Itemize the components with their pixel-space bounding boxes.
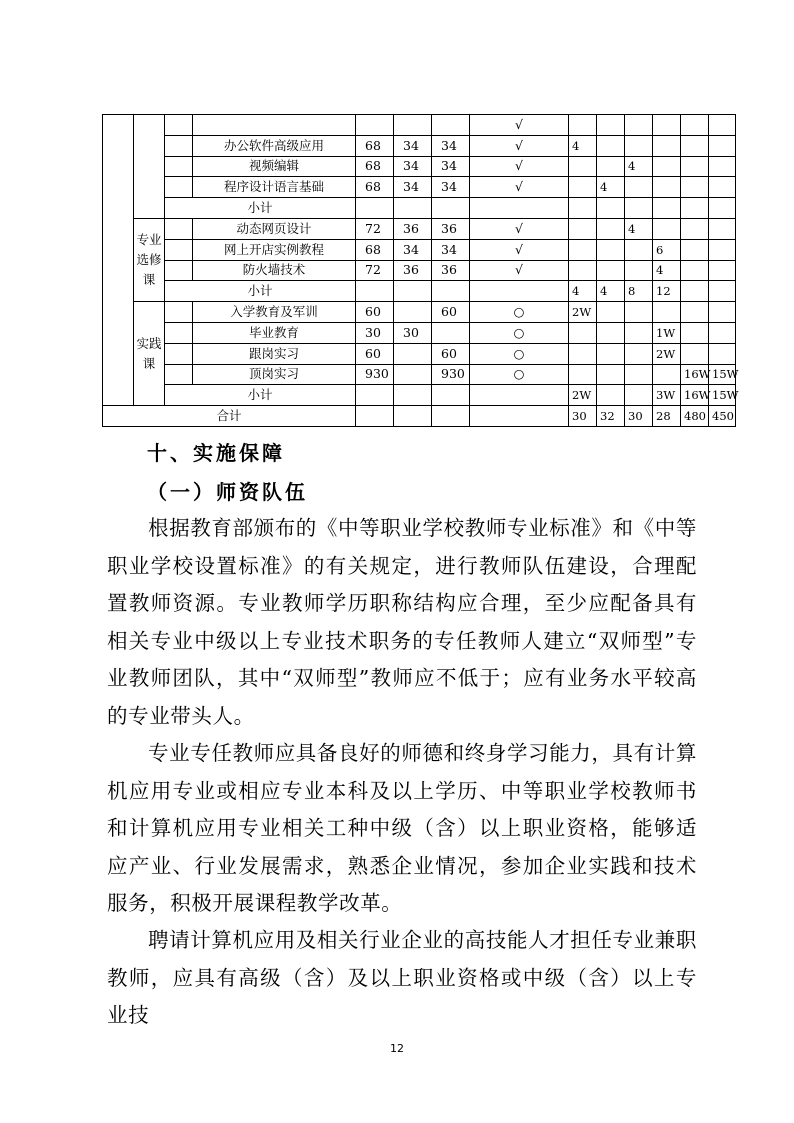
semester-6 — [709, 198, 736, 219]
table-row — [103, 156, 736, 177]
semester-2 — [597, 218, 625, 239]
theory-hours — [394, 198, 432, 219]
practice-hours — [432, 406, 470, 427]
theory-hours: 36 — [394, 260, 432, 281]
assessment-mark: √ — [470, 135, 569, 156]
semester-4: 2W — [653, 343, 681, 364]
course-name — [193, 115, 356, 136]
semester-1 — [569, 156, 597, 177]
assessment-mark — [470, 406, 569, 427]
semester-1: 30 — [569, 406, 597, 427]
blank-cell — [165, 322, 193, 343]
semester-1 — [569, 115, 597, 136]
assessment-mark: √ — [470, 239, 569, 260]
practice-hours: 34 — [432, 177, 470, 198]
semester-3: 4 — [625, 218, 653, 239]
blank-cell — [165, 343, 193, 364]
semester-4: 4 — [653, 260, 681, 281]
total-hours — [356, 115, 394, 136]
semester-3 — [625, 302, 653, 323]
blank-cell — [165, 302, 193, 323]
semester-3 — [625, 322, 653, 343]
semester-6 — [709, 260, 736, 281]
semester-2 — [597, 302, 625, 323]
total-hours: 930 — [356, 364, 394, 385]
practice-hours: 34 — [432, 156, 470, 177]
blank-cell — [165, 135, 193, 156]
theory-hours — [394, 406, 432, 427]
semester-6: 15W — [709, 385, 736, 406]
semester-6 — [709, 177, 736, 198]
course-name: 顶岗实习 — [193, 364, 356, 385]
assessment-mark — [470, 281, 569, 302]
semester-4 — [653, 115, 681, 136]
theory-hours: 36 — [394, 218, 432, 239]
semester-5 — [681, 343, 709, 364]
semester-3 — [625, 364, 653, 385]
semester-4 — [653, 177, 681, 198]
paragraph-3 — [107, 922, 697, 1035]
semester-4 — [653, 302, 681, 323]
subtotal-row — [103, 385, 736, 406]
assessment-mark — [470, 198, 569, 219]
semester-1 — [569, 239, 597, 260]
category-cell — [103, 115, 134, 406]
table-row — [103, 115, 736, 136]
assessment-mark: √ — [470, 115, 569, 136]
semester-3: 8 — [625, 281, 653, 302]
course-name: 视频编辑 — [193, 156, 356, 177]
total-hours: 30 — [356, 322, 394, 343]
semester-1: 2W — [569, 385, 597, 406]
assessment-mark: √ — [470, 218, 569, 239]
semester-2: 4 — [597, 177, 625, 198]
total-hours: 68 — [356, 135, 394, 156]
blank-cell — [165, 177, 193, 198]
table-row — [103, 343, 736, 364]
total-hours: 68 — [356, 177, 394, 198]
semester-1 — [569, 364, 597, 385]
total-label: 合计 — [103, 406, 356, 427]
total-hours: 60 — [356, 343, 394, 364]
practice-group-label: 实践课 — [134, 302, 165, 406]
semester-2 — [597, 239, 625, 260]
semester-5: 16W — [681, 385, 709, 406]
elective-group-label: 专业选修课 — [134, 218, 165, 301]
semester-5 — [681, 198, 709, 219]
table-row — [103, 239, 736, 260]
subtotal-label: 小计 — [165, 198, 356, 219]
practice-hours: 34 — [432, 135, 470, 156]
theory-hours: 34 — [394, 239, 432, 260]
assessment-mark — [470, 385, 569, 406]
semester-1 — [569, 218, 597, 239]
semester-2 — [597, 198, 625, 219]
semester-4: 12 — [653, 281, 681, 302]
practice-hours: 36 — [432, 260, 470, 281]
semester-4 — [653, 198, 681, 219]
semester-3 — [625, 177, 653, 198]
semester-5 — [681, 135, 709, 156]
blank-cell — [165, 218, 193, 239]
subtotal-label: 小计 — [165, 281, 356, 302]
semester-6: 15W — [709, 364, 736, 385]
semester-3 — [625, 260, 653, 281]
semester-3 — [625, 135, 653, 156]
total-hours: 68 — [356, 239, 394, 260]
semester-5 — [681, 218, 709, 239]
paragraph-2 — [107, 735, 697, 923]
table-row — [103, 302, 736, 323]
semester-6 — [709, 156, 736, 177]
course-name: 跟岗实习 — [193, 343, 356, 364]
theory-hours — [394, 385, 432, 406]
blank-cell — [165, 364, 193, 385]
practice-hours: 36 — [432, 218, 470, 239]
semester-5 — [681, 177, 709, 198]
semester-3 — [625, 343, 653, 364]
practice-hours — [432, 198, 470, 219]
semester-2 — [597, 364, 625, 385]
subtotal-label: 小计 — [165, 385, 356, 406]
blank-cell — [165, 239, 193, 260]
blank-cell — [165, 260, 193, 281]
semester-1: 4 — [569, 135, 597, 156]
assessment-mark: ○ — [470, 322, 569, 343]
table-row — [103, 135, 736, 156]
theory-hours — [394, 364, 432, 385]
semester-3 — [625, 115, 653, 136]
practice-hours — [432, 281, 470, 302]
total-hours: 72 — [356, 260, 394, 281]
semester-6 — [709, 281, 736, 302]
course-name: 网上开店实例教程 — [193, 239, 356, 260]
table-row — [103, 364, 736, 385]
semester-2 — [597, 260, 625, 281]
theory-hours: 34 — [394, 135, 432, 156]
semester-2 — [597, 156, 625, 177]
semester-6 — [709, 115, 736, 136]
practice-hours: 60 — [432, 343, 470, 364]
paragraph-text: 根据教育部颁布的《中等职业学校教师专业标准》和《中等职业学校设置标准》的有关规定，进行教师队伍建设，合理配置教师资源。专业教师学历职称结构应合理，至少应配备具有相关专业中级以上专业技术职务的专任教师人建立“双师型”专业教师团队，其中“双师型”教师应不低于；应有业务水平较高的专业带头人。 — [107, 516, 697, 728]
paragraph-1 — [107, 510, 697, 735]
semester-6 — [709, 239, 736, 260]
course-name: 办公软件高级应用 — [193, 135, 356, 156]
theory-hours: 30 — [394, 322, 432, 343]
semester-3 — [625, 239, 653, 260]
practice-hours — [432, 322, 470, 343]
semester-5 — [681, 239, 709, 260]
theory-hours — [394, 281, 432, 302]
semester-1 — [569, 343, 597, 364]
semester-5 — [681, 260, 709, 281]
semester-4 — [653, 135, 681, 156]
practice-hours — [432, 115, 470, 136]
semester-4: 1W — [653, 322, 681, 343]
semester-1 — [569, 322, 597, 343]
course-name: 毕业教育 — [193, 322, 356, 343]
assessment-mark: ○ — [470, 343, 569, 364]
total-hours — [356, 281, 394, 302]
table-row — [103, 177, 736, 198]
theory-hours — [394, 343, 432, 364]
semester-2 — [597, 135, 625, 156]
semester-2: 4 — [597, 281, 625, 302]
theory-hours — [394, 302, 432, 323]
curriculum-table — [102, 114, 739, 427]
semester-5: 16W — [681, 364, 709, 385]
practice-hours: 34 — [432, 239, 470, 260]
semester-1 — [569, 260, 597, 281]
paragraph-text: 聘请计算机应用及相关行业企业的高技能人才担任专业兼职教师，应具有高级（含）及以上职业资格或中级（含）以上专业技 — [107, 928, 697, 1027]
semester-6 — [709, 302, 736, 323]
semester-4: 6 — [653, 239, 681, 260]
semester-5: 480 — [681, 406, 709, 427]
table-row — [103, 322, 736, 343]
semester-6 — [709, 343, 736, 364]
semester-2 — [597, 343, 625, 364]
semester-6 — [709, 322, 736, 343]
semester-2 — [597, 322, 625, 343]
total-hours: 68 — [356, 156, 394, 177]
assessment-mark: ○ — [470, 302, 569, 323]
total-hours — [356, 406, 394, 427]
semester-1 — [569, 198, 597, 219]
semester-5 — [681, 302, 709, 323]
semester-1: 4 — [569, 281, 597, 302]
assessment-mark: √ — [470, 260, 569, 281]
theory-hours: 34 — [394, 177, 432, 198]
course-name: 入学教育及军训 — [193, 302, 356, 323]
assessment-mark: √ — [470, 177, 569, 198]
semester-4 — [653, 364, 681, 385]
course-name: 防火墙技术 — [193, 260, 356, 281]
semester-6: 450 — [709, 406, 736, 427]
semester-1 — [569, 177, 597, 198]
page-number: 12 — [390, 1042, 404, 1055]
semester-5 — [681, 115, 709, 136]
practice-hours: 930 — [432, 364, 470, 385]
practice-hours — [432, 385, 470, 406]
paragraph-text: 专业专任教师应具备良好的师德和终身学习能力，具有计算机应用专业或相应专业本科及以上学历、中等职业学校教师书和计算机应用专业相关工种中级（含）以上职业资格，能够适应产业、行业发展需求，熟悉企业情况，参加企业实践和技术服务，积极开展课程教学改革。 — [107, 741, 697, 915]
semester-5 — [681, 322, 709, 343]
semester-2 — [597, 385, 625, 406]
total-row — [103, 406, 736, 427]
semester-3 — [625, 385, 653, 406]
semester-4 — [653, 218, 681, 239]
total-hours: 72 — [356, 218, 394, 239]
course-name: 程序设计语言基础 — [193, 177, 356, 198]
assessment-mark: ○ — [470, 364, 569, 385]
semester-4 — [653, 156, 681, 177]
sub-heading: （一）师资队伍 — [147, 480, 308, 504]
total-hours: 60 — [356, 302, 394, 323]
course-name: 动态网页设计 — [193, 218, 356, 239]
semester-4: 3W — [653, 385, 681, 406]
theory-hours — [394, 115, 432, 136]
semester-3 — [625, 198, 653, 219]
semester-5 — [681, 281, 709, 302]
semester-3: 4 — [625, 156, 653, 177]
semester-1: 2W — [569, 302, 597, 323]
semester-4: 28 — [653, 406, 681, 427]
semester-5 — [681, 156, 709, 177]
subcategory-cell — [134, 115, 165, 219]
table-row — [103, 260, 736, 281]
blank-cell — [165, 115, 193, 136]
theory-hours: 34 — [394, 156, 432, 177]
subtotal-row — [103, 281, 736, 302]
semester-2 — [597, 115, 625, 136]
subtotal-row — [103, 198, 736, 219]
assessment-mark: √ — [470, 156, 569, 177]
total-hours — [356, 385, 394, 406]
semester-6 — [709, 135, 736, 156]
practice-hours: 60 — [432, 302, 470, 323]
blank-cell — [165, 156, 193, 177]
semester-2: 32 — [597, 406, 625, 427]
total-hours — [356, 198, 394, 219]
semester-6 — [709, 218, 736, 239]
table-row — [103, 218, 736, 239]
semester-3: 30 — [625, 406, 653, 427]
section-heading: 十、实施保障 — [147, 441, 285, 465]
